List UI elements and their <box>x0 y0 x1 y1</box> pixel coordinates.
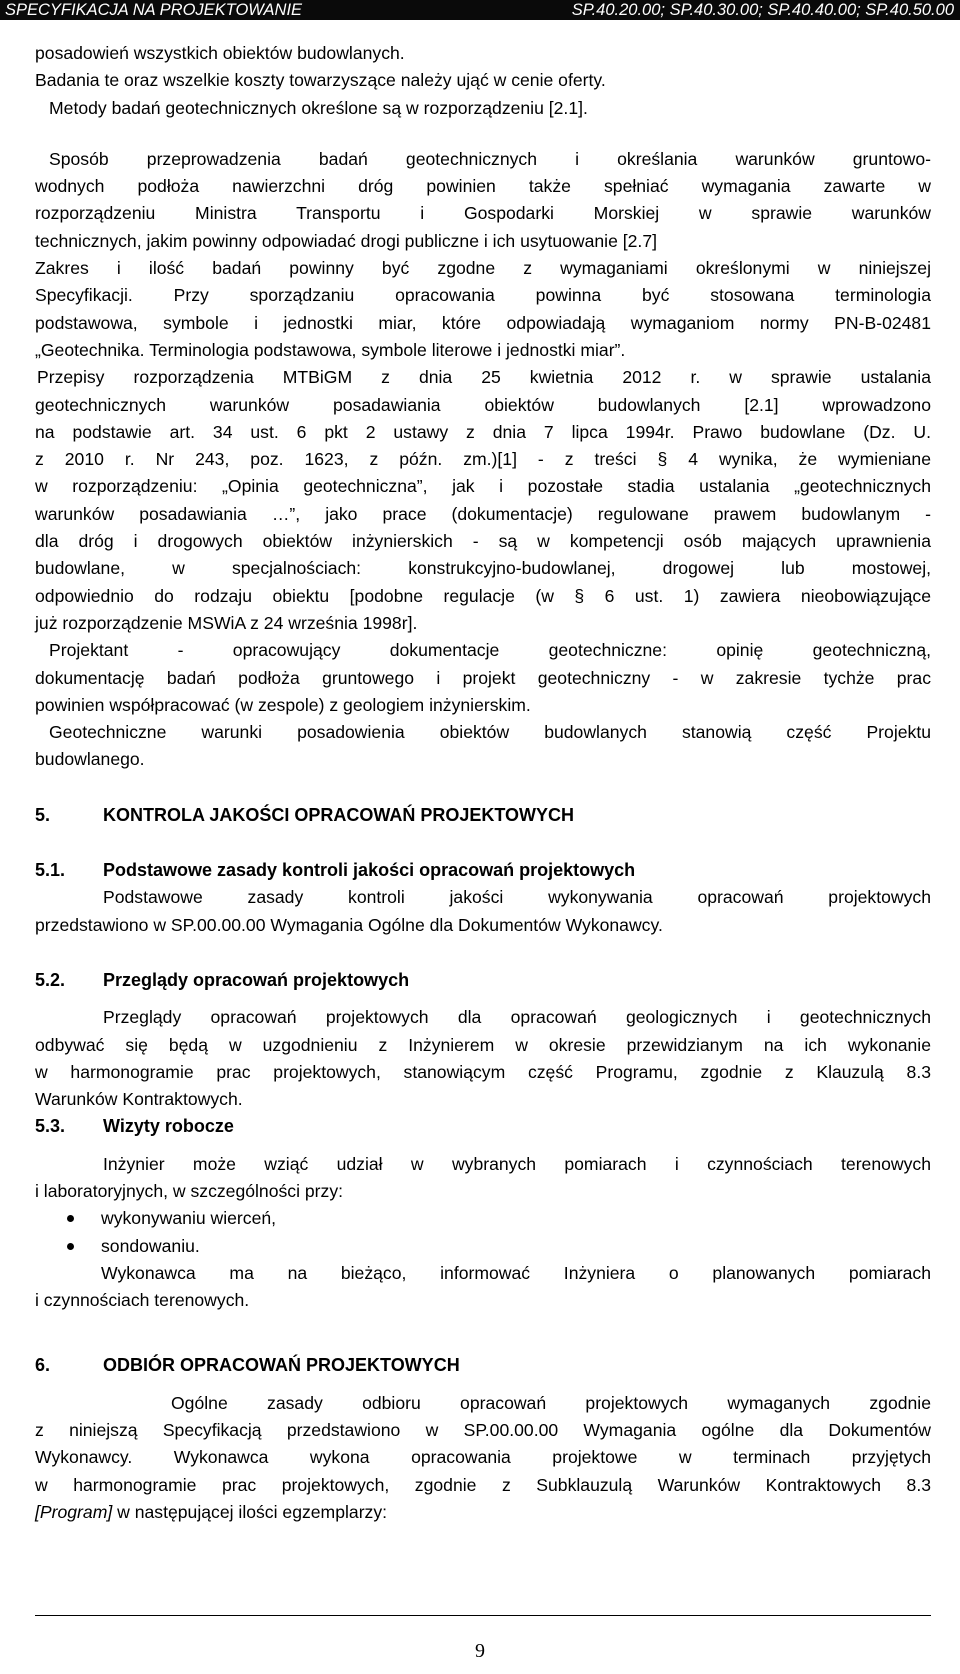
document-header <box>0 0 960 20</box>
text-line: warunków posadawiania …”, jako prace (dokumentacje) regulowane prawem budowlanym - <box>35 503 931 524</box>
text-line: z 2010 r. Nr 243, poz. 1623, z późn. zm.)[1] - z treści § 4 wynika, że wymieniane <box>35 449 931 470</box>
footer-divider <box>35 1615 931 1616</box>
text-line: Przeglądy opracowań projektowych dla opracowań geologicznych i geotechnicznych <box>103 1007 931 1028</box>
text-line: dokumentację badań podłoża gruntowego i projekt geotechniczny - w zakresie tychże prac <box>35 667 931 688</box>
section-number: 5.3. <box>35 1116 66 1137</box>
list-item: wykonywaniu wierceń, <box>35 1205 931 1232</box>
text-line: podstawowa, symbole i jednostki miar, które odpowiadają wymaganiom normy PN-B-02481 <box>35 312 931 333</box>
header-title: SPECYFIKACJA NA PROJEKTOWANIE <box>5 1 303 19</box>
text-line: i laboratoryjnych, w szczególności przy: <box>35 1180 344 1201</box>
text-line: w harmonogramie prac projektowych, zgodnie z Subklauzulą Warunków Kontraktowych 8.3 <box>35 1474 931 1495</box>
document-body <box>35 40 931 1526</box>
section-heading-5-3 <box>35 1113 931 1140</box>
section-heading-5 <box>35 802 931 829</box>
text-line <box>35 1499 931 1526</box>
page-number: 9 <box>475 1640 485 1662</box>
program-reference: [Program] <box>35 1501 113 1522</box>
text-line: Geotechniczne warunki posadowienia obiektów budowlanych stanowią część Projektu <box>49 722 931 743</box>
text-line: Warunków Kontraktowych. <box>35 1089 243 1110</box>
section-title: KONTROLA JAKOŚCI OPRACOWAŃ PROJEKTOWYCH <box>103 804 575 825</box>
text-line: „Geotechnika. Terminologia podstawowa, symbole literowe i jednostki miar”. <box>35 339 626 360</box>
section-number: 5.2. <box>35 969 66 990</box>
text-line: odpowiednio do rodzaju obiektu [podobne regulacje (w § 6 ust. 1) zawiera nieobowiązujące <box>35 585 931 606</box>
text-line: na podstawie art. 34 ust. 6 pkt 2 ustawy z dnia 7 lipca 1994r. Prawo budowlane (Dz. U. <box>35 421 931 442</box>
header-spec-codes: SP.40.20.00; SP.40.30.00; SP.40.40.00; SP.40.50.00 <box>571 1 954 19</box>
paragraph-geotechnical <box>35 146 931 774</box>
section-heading-5-1 <box>35 857 931 884</box>
section-number: 5.1. <box>35 860 66 881</box>
section-heading-5-2 <box>35 967 931 994</box>
text-line: powinien współpracować (w zespole) z geologiem inżynierskim. <box>35 694 531 715</box>
text-line: rozporządzeniu Ministra Transportu i Gospodarki Morskiej w sprawie warunków <box>35 203 931 224</box>
text-line: Specyfikacji. Przy sporządzaniu opracowania powinna być stosowana terminologia <box>35 285 931 306</box>
text-line: dla dróg i drogowych obiektów inżynierskich - są w kompetencji osób mających uprawnienia <box>35 531 931 552</box>
list-item: sondowaniu. <box>35 1233 931 1260</box>
section-title: Podstawowe zasady kontroli jakości opracowań projektowych <box>103 860 636 881</box>
text-line: Przepisy rozporządzenia MTBiGM z dnia 25 kwietnia 2012 r. w sprawie ustalania <box>37 367 931 388</box>
section-title: ODBIÓR OPRACOWAŃ PROJEKTOWYCH <box>103 1355 460 1376</box>
section-title: Przeglądy opracowań projektowych <box>103 969 410 990</box>
text-line: Wykonawcy. Wykonawca wykona opracowania projektowe w terminach przyjętych <box>35 1447 931 1468</box>
text-line: w harmonogramie prac projektowych, stanowiącym część Programu, zgodnie z Klauzulą 8.3 <box>35 1061 931 1082</box>
section-number: 5. <box>35 804 51 825</box>
text-line: Wykonawca ma na bieżąco, informować Inżyniera o planowanych pomiarach <box>101 1262 931 1283</box>
text-line: Sposób przeprowadzenia badań geotechnicznych i określania warunków gruntowo- <box>49 148 931 169</box>
text-line: posadowień wszystkich obiektów budowlanych. <box>35 43 405 63</box>
text-line: Metody badań geotechnicznych określone są w rozporządzeniu [2.1]. <box>49 97 588 118</box>
text-line: technicznych, jakim powinny odpowiadać drogi publiczne i ich usytuowanie [2.7] <box>35 230 657 251</box>
text-line: już rozporządzenie MSWiA z 24 września 1998r]. <box>35 612 418 633</box>
text-line: i czynnościach terenowych. <box>35 1290 250 1311</box>
text-line: Inżynier może wziąć udział w wybranych pomiarach i czynnościach terenowych <box>103 1153 931 1174</box>
text-line: przedstawiono w SP.00.00.00 Wymagania Ogólne dla Dokumentów Wykonawcy. <box>35 914 663 935</box>
text-fragment: w następującej ilości egzemplarzy: <box>112 1501 388 1522</box>
section-number: 6. <box>35 1355 51 1376</box>
text-line: wodnych podłoża nawierzchni dróg powinien także spełniać wymagania zawarte w <box>35 176 931 197</box>
text-line: budowlane, w specjalnościach: konstrukcyjno-budowlanej, drogowej lub mostowej, <box>35 558 931 579</box>
text-line: z niniejszą Specyfikacją przedstawiono w SP.00.00.00 Wymagania ogólne dla Dokumentów <box>35 1420 931 1441</box>
text-line: odbywać się będą w uzgodnieniu z Inżynierem w okresie przewidzianym na ich wykonanie <box>35 1034 931 1055</box>
section-title: Wizyty robocze <box>103 1116 234 1137</box>
text-line: Projektant - opracowujący dokumentacje geotechniczne: opinię geotechniczną, <box>49 640 931 661</box>
text-line: budowlanego. <box>35 749 145 770</box>
text-line: geotechnicznych warunków posadawiania obiektów budowlanych [2.1] wprowadzono <box>35 394 931 415</box>
text-line: Zakres i ilość badań powinny być zgodne z wymaganiami określonymi w niniejszej <box>35 258 931 279</box>
section-heading-6 <box>35 1352 931 1379</box>
paragraph-intro <box>35 40 931 122</box>
bullet-list <box>35 1205 931 1260</box>
text-line: Podstawowe zasady kontroli jakości wykonywania opracowań projektowych <box>103 887 931 908</box>
text-line: w rozporządzeniu: „Opinia geotechniczna”, jak i pozostałe stadia ustalania „geotechnicznych <box>35 476 931 497</box>
text-line: Badania te oraz wszelkie koszty towarzyszące należy ująć w cenie oferty. <box>35 70 606 91</box>
text-line: Ogólne zasady odbioru opracowań projektowych wymaganych zgodnie <box>171 1392 931 1413</box>
